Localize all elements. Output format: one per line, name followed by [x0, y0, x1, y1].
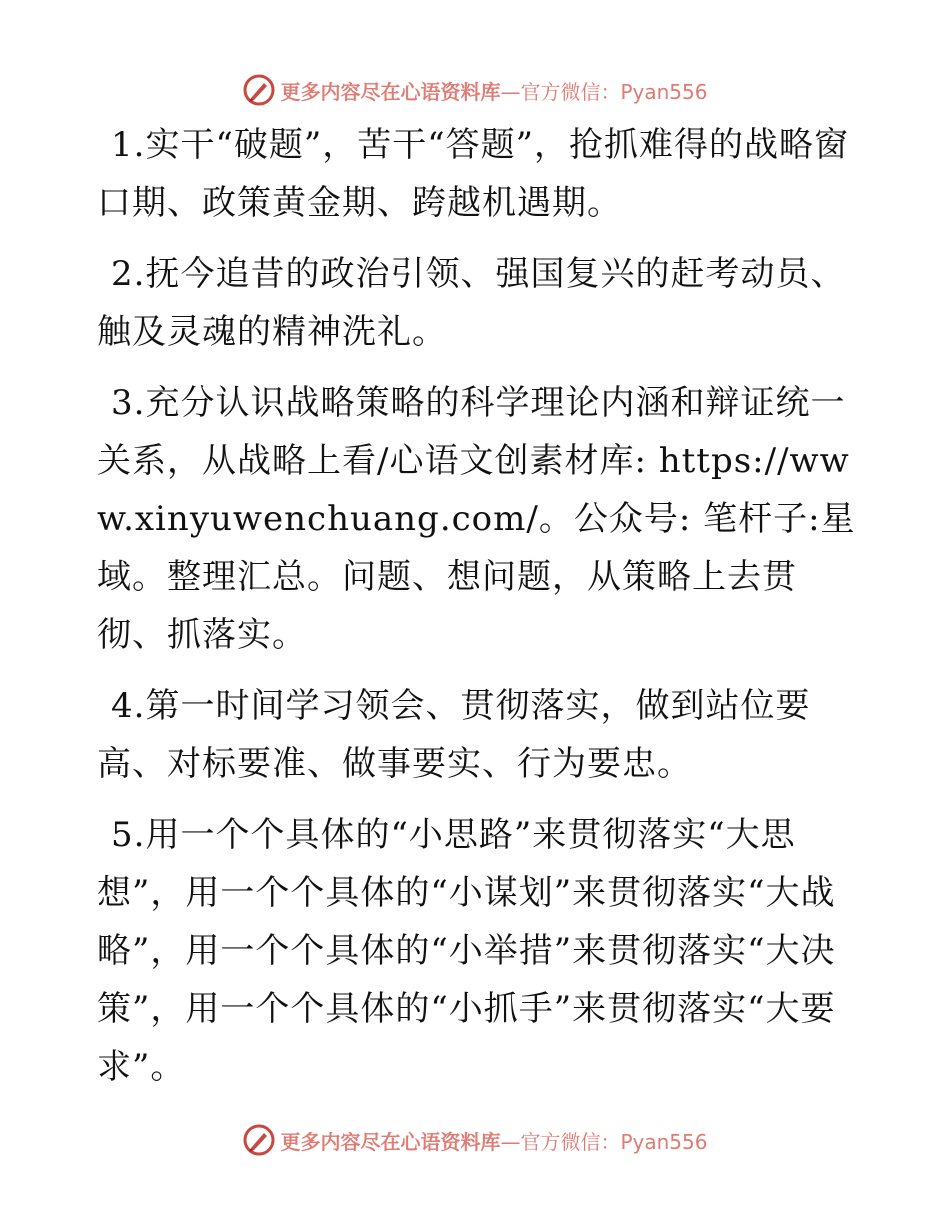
paragraph-2: 2.抚今追昔的政治引领、强国复兴的赶考动员、触及灵魂的精神洗礼。 — [97, 254, 846, 352]
pen-logo-icon — [242, 1123, 276, 1157]
header-banner — [0, 70, 950, 110]
paragraph-4: 4.第一时间学习领会、贯彻落实，做到站位要高、对标要准、做事要实、行为要忠。 — [97, 686, 811, 784]
paragraph-5: 5.用一个个具体的“小思路”来贯彻落实“大思想”，用一个个具体的“小谋划”来贯彻落实“大战略”，用一个个具体的“小举措”来贯彻落实“大决策”，用一个个具体的“小抓手”来贯彻落实“大要求”。 — [97, 815, 836, 1087]
banner-text — [280, 76, 707, 105]
banner-slogan: 更多内容尽在心语资料库 — [280, 79, 501, 104]
paragraph-3: 3.充分认识战略策略的科学理论内涵和辩证统一关系，从战略上看/心语文创素材库: https://www.xinyuwenchuang.com/。公众号: 笔杆子:星域。整理汇总。问题、想问题，从策略上去贯彻、抓落实。 — [97, 383, 856, 655]
document-body — [97, 116, 857, 1109]
footer-banner — [0, 1120, 950, 1160]
banner-separator: — — [500, 1129, 521, 1154]
banner-wechat: 官方微信：Pyan556 — [520, 1129, 708, 1154]
paragraph-1: 1.实干“破题”，苦干“答题”，抢抓难得的战略窗口期、政策黄金期、跨越机遇期。 — [97, 125, 849, 223]
banner-slogan: 更多内容尽在心语资料库 — [280, 1129, 501, 1154]
pen-logo-icon — [242, 73, 276, 107]
banner-text — [280, 1126, 707, 1155]
banner-separator: — — [500, 79, 521, 104]
banner-wechat: 官方微信：Pyan556 — [520, 79, 708, 104]
